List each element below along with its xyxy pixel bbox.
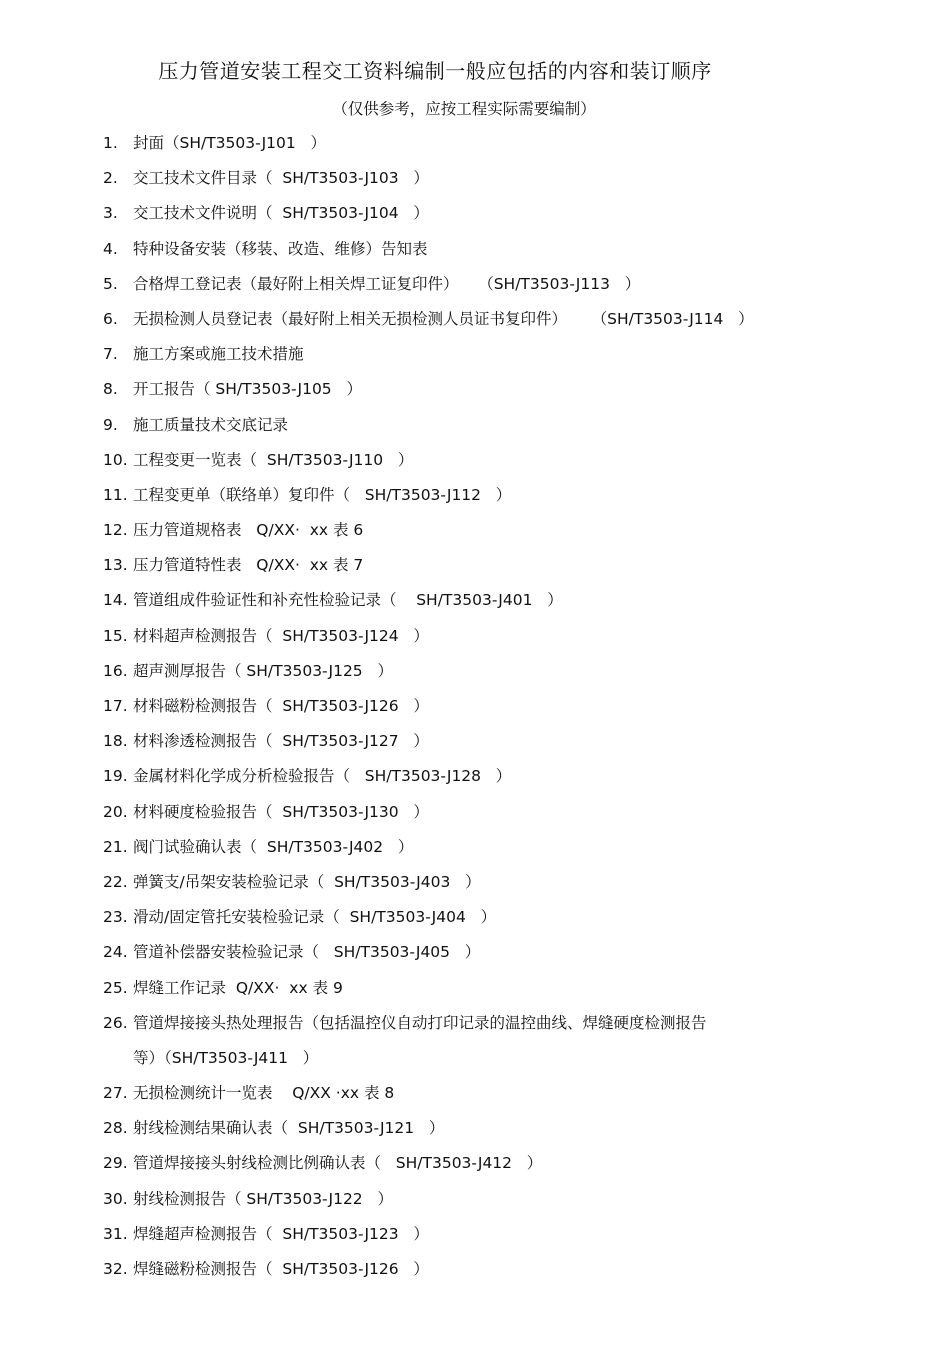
item-number: 29. bbox=[103, 1154, 128, 1173]
item-text: 管道焊接接头热处理报告（包括温控仪自动打印记录的温控曲线、焊缝硬度检测报告 bbox=[133, 1013, 707, 1032]
item-text: 封面（SH/T3503-J101 ） bbox=[133, 134, 327, 152]
item-number: 14. bbox=[103, 591, 128, 610]
item-number: 5. bbox=[103, 274, 118, 293]
list-item bbox=[103, 480, 863, 515]
list-item bbox=[103, 761, 863, 796]
list-item bbox=[103, 691, 863, 726]
list-item bbox=[103, 163, 863, 198]
document-title: 压力管道安装工程交工资料编制一般应包括的内容和装订顺序 bbox=[158, 59, 712, 83]
document-subtitle: （仅供参考，应按工程实际需要编制） bbox=[332, 100, 596, 118]
list-item bbox=[103, 410, 863, 445]
item-number: 18. bbox=[103, 732, 128, 751]
list-item bbox=[103, 445, 863, 480]
item-text: 管道组成件验证性和补充性检验记录（ SH/T3503-J401 ） bbox=[133, 591, 563, 610]
item-number: 4. bbox=[103, 239, 118, 258]
list-item bbox=[103, 1184, 863, 1219]
list-item bbox=[103, 1113, 863, 1148]
list-item bbox=[103, 550, 863, 585]
list-item bbox=[103, 585, 863, 620]
list-item bbox=[103, 374, 863, 409]
item-text: 材料超声检测报告（ SH/T3503-J124 ） bbox=[133, 626, 429, 645]
item-number: 13. bbox=[103, 556, 128, 575]
item-number: 32. bbox=[103, 1260, 128, 1279]
list-item bbox=[103, 1219, 863, 1254]
list-item bbox=[103, 339, 863, 374]
item-number: 15. bbox=[103, 626, 128, 645]
item-number: 27. bbox=[103, 1084, 128, 1103]
item-number: 31. bbox=[103, 1224, 128, 1243]
list-item bbox=[103, 1078, 863, 1113]
item-number: 28. bbox=[103, 1119, 128, 1138]
item-text: 压力管道特性表 Q/XX· xx 表 7 bbox=[133, 556, 364, 575]
item-text: 无损检测统计一览表 Q/XX ·xx 表 8 bbox=[133, 1084, 395, 1103]
item-text: 工程变更一览表（ SH/T3503-J110 ） bbox=[133, 450, 414, 469]
list-item bbox=[103, 726, 863, 761]
item-number: 30. bbox=[103, 1189, 128, 1208]
item-text: 焊缝磁粉检测报告（ SH/T3503-J126 ） bbox=[133, 1260, 429, 1279]
item-text: 管道焊接接头射线检测比例确认表（ SH/T3503-J412 ） bbox=[133, 1154, 543, 1173]
list-item bbox=[103, 973, 863, 1008]
item-text: 无损检测人员登记表（最好附上相关无损检测人员证书复印件） （SH/T3503-J114 ） bbox=[133, 309, 754, 328]
item-text: 管道补偿器安装检验记录（ SH/T3503-J405 ） bbox=[133, 943, 481, 962]
item-number: 1. bbox=[103, 134, 118, 152]
item-text: 交工技术文件说明（ SH/T3503-J104 ） bbox=[133, 204, 429, 223]
item-text: 材料渗透检测报告（ SH/T3503-J127 ） bbox=[133, 732, 429, 751]
item-number: 16. bbox=[103, 661, 128, 680]
list-item bbox=[103, 515, 863, 550]
item-text: 滑动/固定管托安装检验记录（ SH/T3503-J404 ） bbox=[133, 908, 497, 927]
item-number: 24. bbox=[103, 943, 128, 962]
item-text: 施工质量技术交底记录 bbox=[133, 415, 289, 434]
item-text: 交工技术文件目录（ SH/T3503-J103 ） bbox=[133, 169, 429, 188]
item-text: 合格焊工登记表（最好附上相关焊工证复印件） （SH/T3503-J113 ） bbox=[133, 274, 641, 293]
item-text: 特种设备安装（移装、改造、维修）告知表 bbox=[133, 239, 428, 258]
item-text: 材料磁粉检测报告（ SH/T3503-J126 ） bbox=[133, 697, 429, 715]
list-item bbox=[103, 621, 863, 656]
contents-list bbox=[103, 128, 863, 1289]
list-item bbox=[103, 832, 863, 867]
list-item bbox=[103, 867, 863, 902]
item-number: 19. bbox=[103, 767, 128, 786]
item-number: 2. bbox=[103, 169, 118, 188]
item-text: 压力管道规格表 Q/XX· xx 表 6 bbox=[133, 521, 364, 540]
item-number: 22. bbox=[103, 872, 128, 891]
item-text: 弹簧支/吊架安装检验记录（ SH/T3503-J403 ） bbox=[133, 872, 481, 891]
list-item bbox=[103, 1148, 863, 1183]
item-number: 8. bbox=[103, 380, 118, 399]
item-number: 3. bbox=[103, 204, 118, 223]
item-text: 施工方案或施工技术措施 bbox=[133, 345, 304, 364]
list-item bbox=[103, 797, 863, 832]
item-number: 12. bbox=[103, 521, 128, 540]
item-number: 23. bbox=[103, 908, 128, 927]
item-text: 材料硬度检验报告（ SH/T3503-J130 ） bbox=[133, 802, 429, 821]
item-text-continuation: 等）（SH/T3503-J411 ） bbox=[133, 1048, 319, 1067]
list-item bbox=[103, 269, 863, 304]
item-text: 焊缝超声检测报告（ SH/T3503-J123 ） bbox=[133, 1224, 429, 1243]
item-text: 阀门试验确认表（ SH/T3503-J402 ） bbox=[133, 837, 414, 856]
item-number: 11. bbox=[103, 485, 128, 504]
list-item bbox=[103, 902, 863, 937]
item-number: 6. bbox=[103, 309, 118, 328]
list-item bbox=[103, 304, 863, 339]
item-number: 17. bbox=[103, 697, 128, 715]
list-item bbox=[103, 198, 863, 233]
list-item bbox=[103, 1254, 863, 1289]
item-number: 26. bbox=[103, 1013, 128, 1032]
list-item bbox=[103, 128, 863, 163]
item-number: 7. bbox=[103, 345, 118, 364]
item-text: 工程变更单（联络单）复印件（ SH/T3503-J112 ） bbox=[133, 485, 512, 504]
item-text: 金属材料化学成分析检验报告（ SH/T3503-J128 ） bbox=[133, 767, 512, 786]
item-text: 超声测厚报告（ SH/T3503-J125 ） bbox=[133, 661, 393, 680]
item-text: 射线检测结果确认表（ SH/T3503-J121 ） bbox=[133, 1119, 445, 1138]
list-item bbox=[103, 937, 863, 972]
list-item bbox=[103, 656, 863, 691]
item-text: 射线检测报告（ SH/T3503-J122 ） bbox=[133, 1189, 393, 1208]
list-item bbox=[103, 234, 863, 269]
item-number: 25. bbox=[103, 978, 128, 997]
item-number: 9. bbox=[103, 415, 118, 434]
item-text: 焊缝工作记录 Q/XX· xx 表 9 bbox=[133, 978, 343, 997]
item-number: 21. bbox=[103, 837, 128, 856]
item-number: 20. bbox=[103, 802, 128, 821]
item-text: 开工报告（ SH/T3503-J105 ） bbox=[133, 380, 362, 399]
list-item bbox=[103, 1008, 863, 1078]
item-number: 10. bbox=[103, 450, 128, 469]
